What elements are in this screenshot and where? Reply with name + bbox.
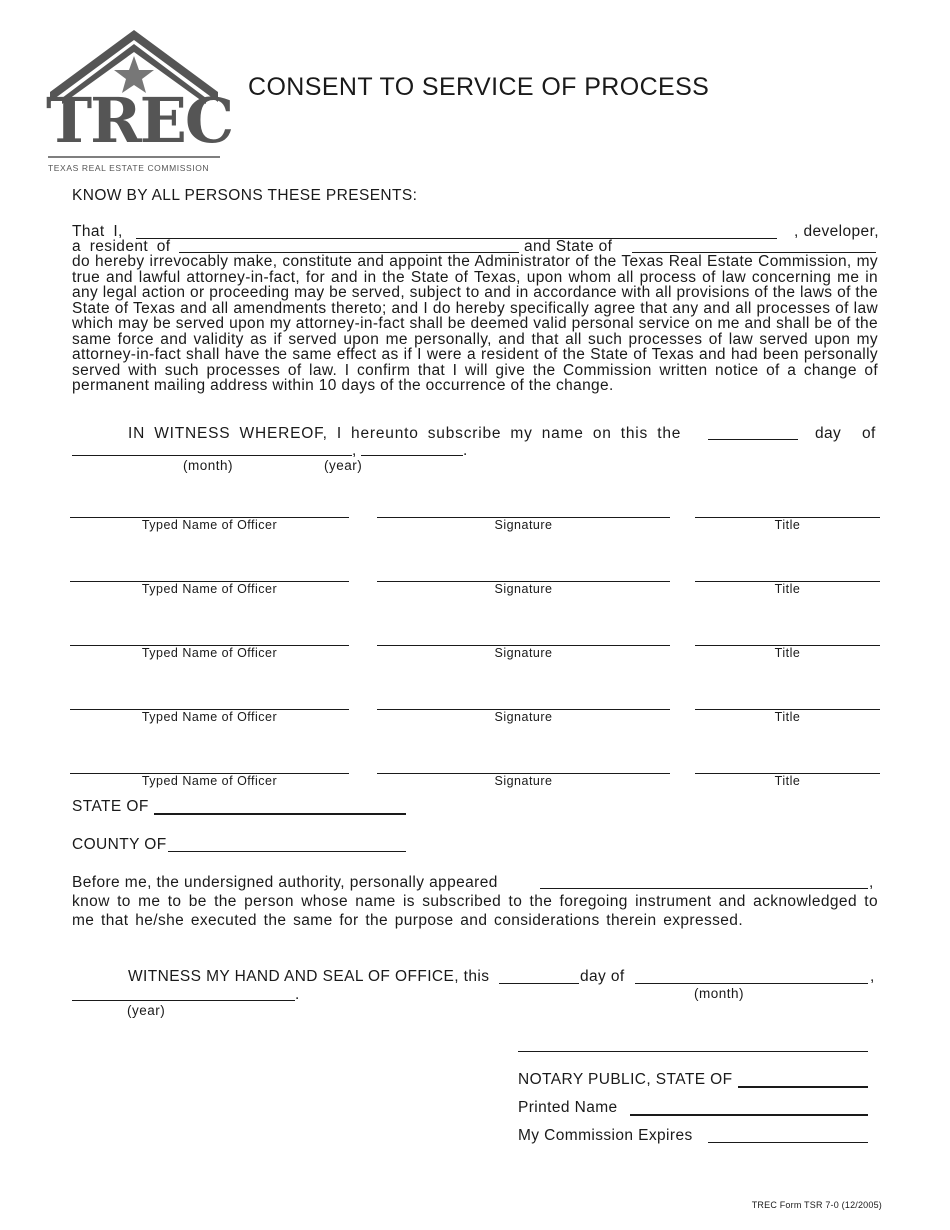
- title-caption: Title: [774, 646, 801, 660]
- signature-caption: Signature: [494, 710, 553, 724]
- title-caption: Title: [774, 710, 801, 724]
- notary-month-field[interactable]: [635, 983, 868, 984]
- signature-caption: Signature: [494, 582, 553, 596]
- notary-comma: ,: [870, 968, 875, 985]
- witness-of-label: of: [862, 425, 876, 442]
- resident-of-label: a resident of: [72, 238, 171, 255]
- logo-wordmark: TREC: [46, 84, 233, 157]
- typed-name-caption: Typed Name of Officer: [141, 710, 278, 724]
- developer-label: , developer,: [794, 223, 879, 240]
- appeared-lead-text: Before me, the undersigned authority, personally appeared: [72, 874, 498, 891]
- notary-day-of-label: day of: [580, 968, 625, 985]
- notary-public-state-field[interactable]: [738, 1086, 868, 1088]
- witness-day-field[interactable]: [708, 439, 798, 440]
- title-caption: Title: [774, 582, 801, 596]
- witness-hand-text: WITNESS MY HAND AND SEAL OF OFFICE, this: [128, 968, 490, 985]
- intro-text: KNOW BY ALL PERSONS THESE PRESENTS:: [72, 187, 418, 204]
- notary-year-caption: (year): [127, 1003, 166, 1018]
- typed-name-caption: Typed Name of Officer: [141, 646, 278, 660]
- notary-period: .: [295, 986, 300, 1003]
- and-state-of-label: and State of: [524, 238, 613, 255]
- witness-year-field[interactable]: [361, 455, 463, 456]
- printed-name-field[interactable]: [630, 1114, 868, 1116]
- printed-name-label: Printed Name: [518, 1099, 618, 1116]
- witness-day-label: day: [815, 425, 842, 442]
- notary-day-field[interactable]: [499, 983, 579, 984]
- commission-expires-field[interactable]: [708, 1142, 868, 1143]
- acknowledgement-paragraph: know to me to be the person whose name is subscribed to the foregoing instrument and acknowledged to me that he/she executed the same for the purpose and considerations therein expressed.: [72, 893, 878, 929]
- appeared-name-field[interactable]: [540, 888, 868, 889]
- county-of-label: COUNTY OF: [72, 836, 167, 853]
- form-title: CONSENT TO SERVICE OF PROCESS: [248, 73, 710, 101]
- signature-caption: Signature: [494, 774, 553, 788]
- state-of-field[interactable]: [154, 813, 406, 815]
- witness-month-caption: (month): [183, 458, 234, 473]
- form-id-footer: TREC Form TSR 7-0 (12/2005): [751, 1200, 882, 1210]
- title-caption: Title: [774, 774, 801, 788]
- county-of-field[interactable]: [168, 851, 406, 852]
- state-of-label: STATE OF: [72, 798, 149, 815]
- commission-expires-label: My Commission Expires: [518, 1127, 693, 1144]
- witness-year-caption: (year): [324, 458, 363, 473]
- consent-body-paragraph: do hereby irrevocably make, constitute and appoint the Administrator of the Texas Real Estate Commission, my true and lawful attorney-in-fact, for and in the State of Texas, upon whom all process of law concerning me in any legal action or proceeding may be served, subject to and in accordance with all provisions of the laws of the State of Texas and all amendments thereto; and I do hereby specifically agree that any and all processes of law which may be served upon my attorney-in-fact shall be deemed valid personal service on me and shall be of the same force and validity as if served upon me personally, and that all such processes of law served upon my attorney-in-fact shall have the same effect as if I were a resident of the State of Texas and had been personally served with such processes of law. I confirm that I will give the Commission written notice of a change of permanent mailing address within 10 days of the occurrence of the change.: [72, 253, 878, 394]
- typed-name-caption: Typed Name of Officer: [141, 518, 278, 532]
- witness-whereof-text: IN WITNESS WHEREOF, I hereunto subscribe my name on this the: [128, 425, 682, 442]
- developer-name-field[interactable]: [136, 238, 777, 239]
- typed-name-caption: Typed Name of Officer: [141, 582, 278, 596]
- signature-caption: Signature: [494, 518, 553, 532]
- logo-subtitle: TEXAS REAL ESTATE COMMISSION: [48, 163, 210, 173]
- signature-caption: Signature: [494, 646, 553, 660]
- trec-logo: [46, 28, 233, 176]
- appeared-comma: ,: [869, 874, 874, 891]
- notary-signature-field[interactable]: [518, 1051, 868, 1052]
- notary-month-caption: (month): [694, 986, 745, 1001]
- witness-comma: ,: [352, 442, 357, 459]
- witness-month-field[interactable]: [72, 455, 352, 456]
- that-i-label: That I,: [72, 223, 123, 240]
- notary-public-state-label: NOTARY PUBLIC, STATE OF: [518, 1071, 733, 1088]
- title-caption: Title: [774, 518, 801, 532]
- typed-name-caption: Typed Name of Officer: [141, 774, 278, 788]
- witness-period: .: [463, 442, 468, 459]
- notary-year-field[interactable]: [72, 1000, 295, 1001]
